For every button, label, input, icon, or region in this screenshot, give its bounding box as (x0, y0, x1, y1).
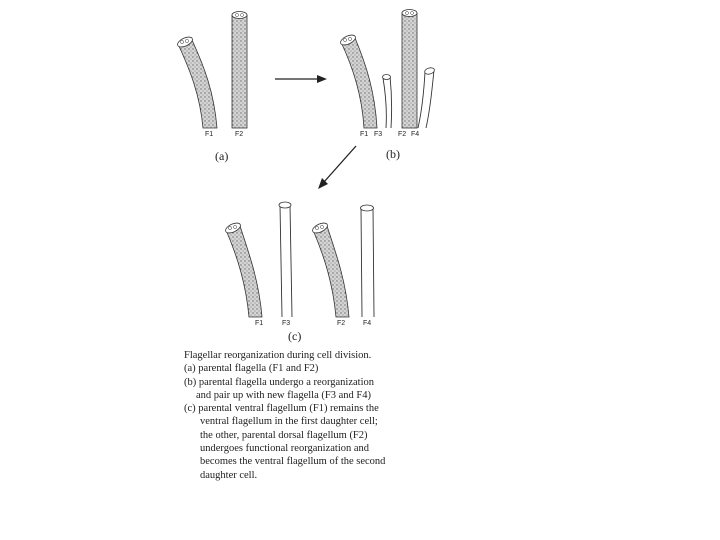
caption-line-c4: undergoes functional reorganization and (200, 443, 370, 455)
arrow-a-to-b (275, 75, 327, 83)
flagellum-f3 (280, 205, 292, 317)
flagellum-f2-straight (402, 13, 417, 128)
label-f3: F3 (374, 131, 383, 138)
caption-line-c2: ventral flagellum in the first daughter cell; (200, 416, 378, 428)
panel-c-label: (c) (288, 329, 302, 343)
flagellum-f2-straight (232, 15, 247, 128)
arrow-b-to-c (318, 146, 356, 189)
flagellum-f4-tip (361, 205, 374, 211)
label-f2: F2 (235, 131, 244, 138)
label-f2: F2 (398, 131, 407, 138)
label-f4: F4 (363, 320, 372, 327)
caption-line-a: (a) parental flagella (F1 and F2) (184, 363, 319, 375)
flagellum-f1-curved (226, 226, 262, 317)
figure-caption (184, 349, 484, 482)
label-f3: F3 (282, 320, 291, 327)
label-f4: F4 (411, 131, 420, 138)
panel-b (339, 10, 435, 162)
panel-a-label: (a) (215, 149, 229, 163)
label-f1: F1 (360, 131, 369, 138)
flagellum-f1-curved (178, 40, 217, 128)
caption-line-b1: (b) parental flagella undergo a reorganization (184, 376, 374, 388)
flagellum-f2-tip (402, 10, 417, 17)
flagellum-f3-tip (279, 202, 291, 208)
label-f2: F2 (337, 320, 346, 327)
label-f1: F1 (255, 320, 264, 327)
caption-title: Flagellar reorganization during cell division. (184, 350, 372, 361)
label-f1: F1 (205, 131, 214, 138)
flagellum-f4-new (418, 70, 434, 128)
caption-line-c6: daughter cell. (200, 469, 258, 481)
panel-b-label: (b) (386, 147, 400, 161)
flagellum-f3-new (383, 76, 392, 128)
caption-line-b2: and pair up with new flagella (F3 and F4) (196, 389, 371, 401)
caption-line-c1: (c) parental ventral flagellum (F1) remains the (184, 403, 379, 415)
flagellum-f2-tip (232, 12, 247, 19)
flagellum-f4 (361, 208, 374, 317)
flagellum-f1-curved (341, 38, 377, 128)
panel-a (176, 12, 247, 164)
flagellum-f3-tip (383, 75, 391, 80)
caption-line-c3: the other, parental dorsal flagellum (F2) (200, 429, 368, 441)
flagellum-f2-curved (313, 226, 349, 317)
caption-line-c5: becomes the ventral flagellum of the second (200, 456, 386, 468)
panel-c (224, 202, 374, 343)
